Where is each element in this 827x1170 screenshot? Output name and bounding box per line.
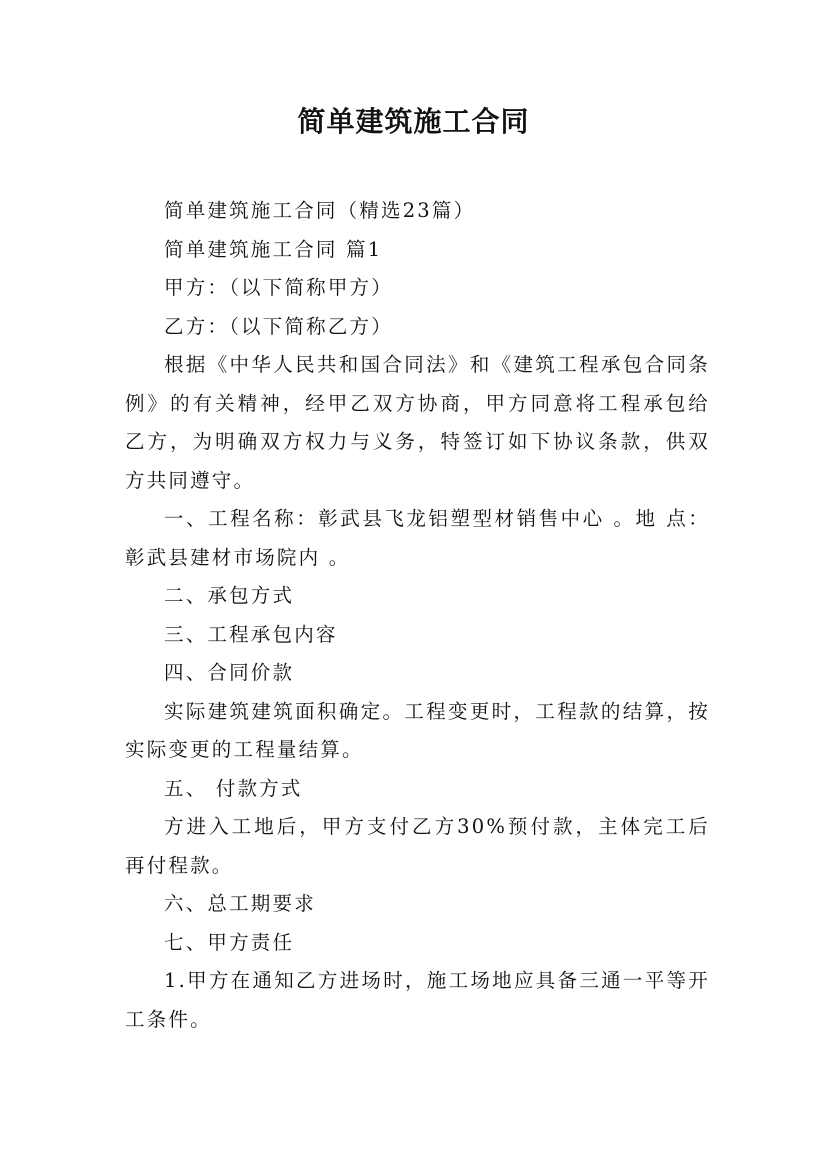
paragraph-preamble: 根据《中华人民共和国合同法》和《建筑工程承包合同条例》的有关精神，经甲乙双方协商，甲方同意将工程承包给乙方，为明确双方权力与义务，特签订如下协议条款，供双方共同遵守。	[125, 353, 710, 492]
paragraph-clause-4-body: 实际建筑建筑面积确定。工程变更时，工程款的结算，按实际变更的工程量结算。	[125, 699, 710, 761]
paragraph-party-b: 乙方：（以下简称乙方）	[164, 314, 393, 338]
paragraph-clause-6: 六、总工期要求	[164, 892, 316, 915]
paragraph-clause-1: 一、工程名称：彰武县飞龙铝塑型材销售中心 。地 点：彰武县建材市场院内 。	[125, 507, 710, 569]
paragraph-clause-3: 三、工程承包内容	[164, 622, 338, 646]
paragraph-clause-5-body: 方进入工地后，甲方支付乙方30%预付款，主体完工后再付程款。	[125, 815, 710, 877]
paragraph-subtitle: 简单建筑施工合同（精选23篇）	[164, 199, 476, 222]
paragraph-clause-7-item-1: 1.甲方在通知乙方进场时，施工场地应具备三通一平等开工条件。	[125, 969, 710, 1031]
document-body	[125, 192, 710, 1039]
document-title: 简单建筑施工合同	[297, 105, 530, 138]
paragraph-clause-5: 五、 付款方式	[164, 776, 303, 800]
paragraph-party-a: 甲方：（以下简称甲方）	[164, 276, 393, 299]
paragraph-clause-7: 七、甲方责任	[164, 930, 295, 954]
paragraph-clause-2: 二、承包方式	[164, 584, 295, 607]
paragraph-clause-4: 四、合同价款	[164, 661, 295, 684]
paragraph-section-heading: 简单建筑施工合同 篇1	[164, 237, 383, 261]
